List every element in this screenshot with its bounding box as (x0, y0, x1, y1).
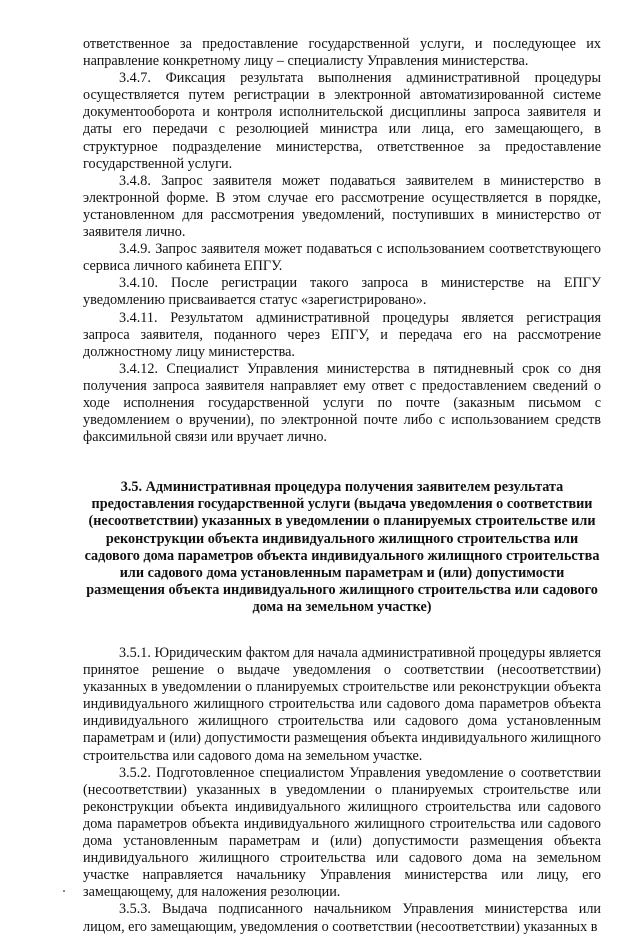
document-page (83, 36, 601, 936)
paragraph-continuation: ответственное за предоставление государственной услуги, и последующее их направление конкретному лицу – специалисту Управления министерства. (83, 36, 601, 70)
paragraph-3-4-12: 3.4.12. Специалист Управления министерства в пятидневный срок со дня получения запроса заявителя направляет ему ответ с предоставлением сведений о ходе исполнения государственной услуги по почте (заказным письмом с уведомлением о вручении), по электронной почте либо с использованием средств факсимильной связи или вручает лично. (83, 360, 601, 446)
paragraph-3-4-7: 3.4.7. Фиксация результата выполнения административной процедуры осуществляется путем регистрации в электронной автоматизированной системе документооборота и контроля исполнительской дисциплины запроса заявителя и даты его передачи с резолюцией министра или лица, его замещающего, в структурное подразделение министерства, ответственное за предоставление государственной услуги. (83, 70, 601, 172)
paragraph-3-5-1: 3.5.1. Юридическим фактом для начала административной процедуры является принятое решение о выдаче уведомления о соответствии (несоответствии) указанных в уведомлении о планируемых строительстве или реконструкции объекта индивидуального жилищного строительства или садового дома параметров объекта индивидуального жилищного строительства или садового дома установленным параметрам и (или) допустимости размещения объекта индивидуального жилищного строительства или садового дома на земельном участке. (83, 645, 601, 764)
section-heading-3-5: 3.5. Административная процедура получения заявителем результата предоставления государственной услуги (выдача уведомления о соответствии (несоответствии) указанных в уведомлении о планируемых строительстве или реконструкции объекта индивидуального жилищного строительства или садового дома параметров объекта индивидуального жилищного строительства или садового дома установленным параметрам и (или) допустимости размещения объекта индивидуального жилищного строительства или садового дома на земельном участке) (84, 479, 600, 615)
scan-speck (63, 890, 65, 892)
paragraph-3-4-11: 3.4.11. Результатом административной процедуры является регистрация запроса заявителя, поданного через ЕПГУ, и передача его на рассмотрение должностному лицу министерства. (83, 309, 601, 360)
paragraph-3-4-8: 3.4.8. Запрос заявителя может подаваться заявителем в министерство в электронной форме. В этом случае его рассмотрение осуществляется в порядке, установленном для рассмотрения уведомлений, поступивших в министерство от заявителя лично. (83, 172, 601, 241)
paragraph-3-4-10: 3.4.10. После регистрации такого запроса в министерстве на ЕПГУ уведомлению присваивается статус «зарегистрировано». (83, 275, 601, 309)
paragraph-3-4-9: 3.4.9. Запрос заявителя может подаваться с использованием соответствующего сервиса личного кабинета ЕПГУ. (83, 241, 601, 275)
paragraph-3-5-3: 3.5.3. Выдача подписанного начальником Управления министерства или лицом, его замещающим, уведомления о соответствии (несоответствии) указанных в (83, 901, 601, 935)
paragraph-3-5-2: 3.5.2. Подготовленное специалистом Управления уведомление о соответствии (несоответствии) указанных в уведомлении о планируемых строительстве или реконструкции объекта индивидуального жилищного строительства или садового дома параметров объекта индивидуального жилищного строительства или садового дома установленным параметрам и (или) допустимости размещения объекта индивидуального жилищного строительства или садового дома на земельном участке направляется начальнику Управления министерства или лицу, его замещающему, для наложения резолюции. (83, 764, 601, 901)
